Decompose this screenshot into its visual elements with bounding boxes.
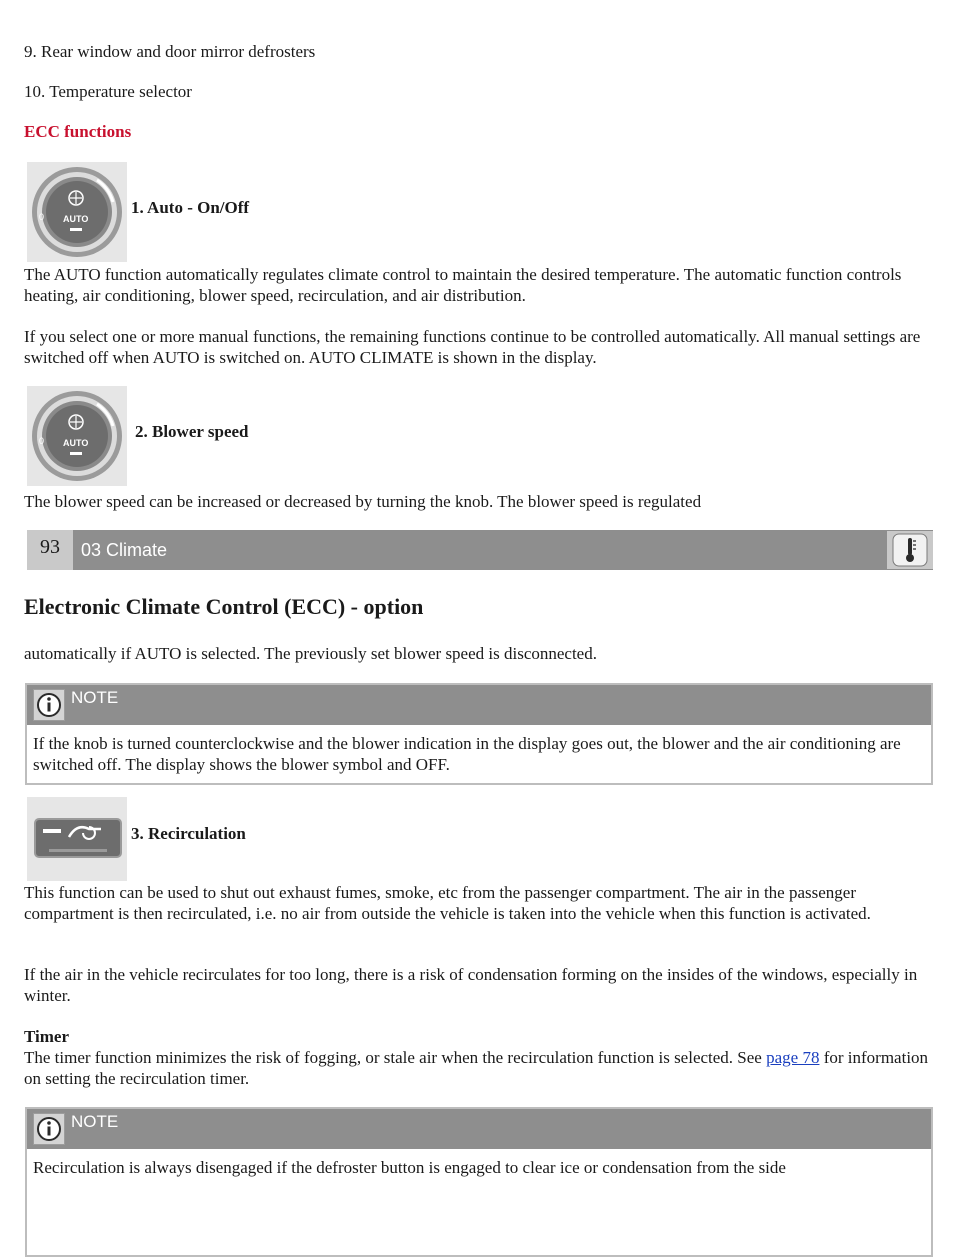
chapter-title: 03 Climate (81, 540, 168, 560)
list-item-temperature-selector: 10. Temperature selector (24, 82, 192, 101)
page-header-bar (27, 530, 933, 570)
timer-text-before: The timer function minimizes the risk of fogging, or stale air when the recirculation function is selected. See (24, 1048, 767, 1067)
continued-paragraph: automatically if AUTO is selected. The previously set blower speed is disconnected. (24, 644, 597, 663)
recirculation-label: 3. Recirculation (131, 824, 246, 843)
list-item-rear-window-defrosters: 9. Rear window and door mirror defrosters (24, 42, 316, 61)
note-label: NOTE (71, 1112, 119, 1131)
recirculation-button-image (27, 797, 127, 881)
auto-knob-image (27, 162, 127, 262)
recirculation-paragraph-1: This function can be used to shut out exhaust fumes, smoke, etc from the passenger compartment. The air in the passenger compartment is then recirculated, i.e. no air from outside the vehicle is taken into the vehicle when this function is activated. (24, 883, 871, 923)
auto-knob-icon (27, 162, 127, 262)
note-text: If the knob is turned counterclockwise and the blower indication in the display goes out, the blower and the air conditioning are switched off. The display shows the blower symbol and OFF. (33, 734, 901, 774)
note-box-recirculation (25, 1107, 933, 1257)
timer-paragraph (24, 1047, 934, 1089)
note-box-blower (25, 683, 933, 785)
blower-knob-icon (27, 386, 127, 486)
svg-text:0: 0 (39, 212, 45, 222)
auto-paragraph-1: The AUTO function automatically regulates climate control to maintain the desired temperature. The automatic function controls heating, air conditioning, blower speed, recirculation, and air distribution. (24, 265, 902, 305)
note-label: NOTE (71, 688, 119, 707)
info-icon (33, 689, 65, 721)
page-title: Electronic Climate Control (ECC) - option (24, 594, 424, 619)
section-title-ecc-functions: ECC functions (24, 122, 132, 141)
blower-knob-image (27, 386, 127, 486)
page-78-link[interactable]: page 78 (766, 1048, 820, 1067)
note-text: Recirculation is always disengaged if the defroster button is engaged to clear ice or condensation from the side (33, 1158, 786, 1177)
thermometer-icon (887, 531, 933, 569)
recirculation-paragraph-2: If the air in the vehicle recirculates for too long, there is a risk of condensation forming on the insides of the windows, especially in winter. (24, 965, 918, 1005)
blower-paragraph-1: The blower speed can be increased or decreased by turning the knob. The blower speed is regulated (24, 492, 702, 511)
timer-heading: Timer (24, 1027, 70, 1046)
note-header (27, 685, 931, 725)
note-header (27, 1109, 931, 1149)
auto-label: 1. Auto - On/Off (131, 198, 250, 217)
svg-text:0: 0 (39, 436, 45, 446)
auto-knob-text: AUTO (63, 214, 89, 224)
blower-knob-text: AUTO (63, 438, 89, 448)
info-icon (33, 1113, 65, 1145)
page-number: 93 (27, 530, 73, 570)
recirculation-icon (27, 797, 127, 881)
timer-text-after: for information on setting the recirculation timer. (24, 1048, 929, 1088)
auto-paragraph-2: If you select one or more manual functions, the remaining functions continue to be controlled automatically. All manual settings are switched off when AUTO is switched on. AUTO CLIMATE is shown in the display. (24, 327, 921, 367)
blower-label: 2. Blower speed (135, 422, 249, 441)
